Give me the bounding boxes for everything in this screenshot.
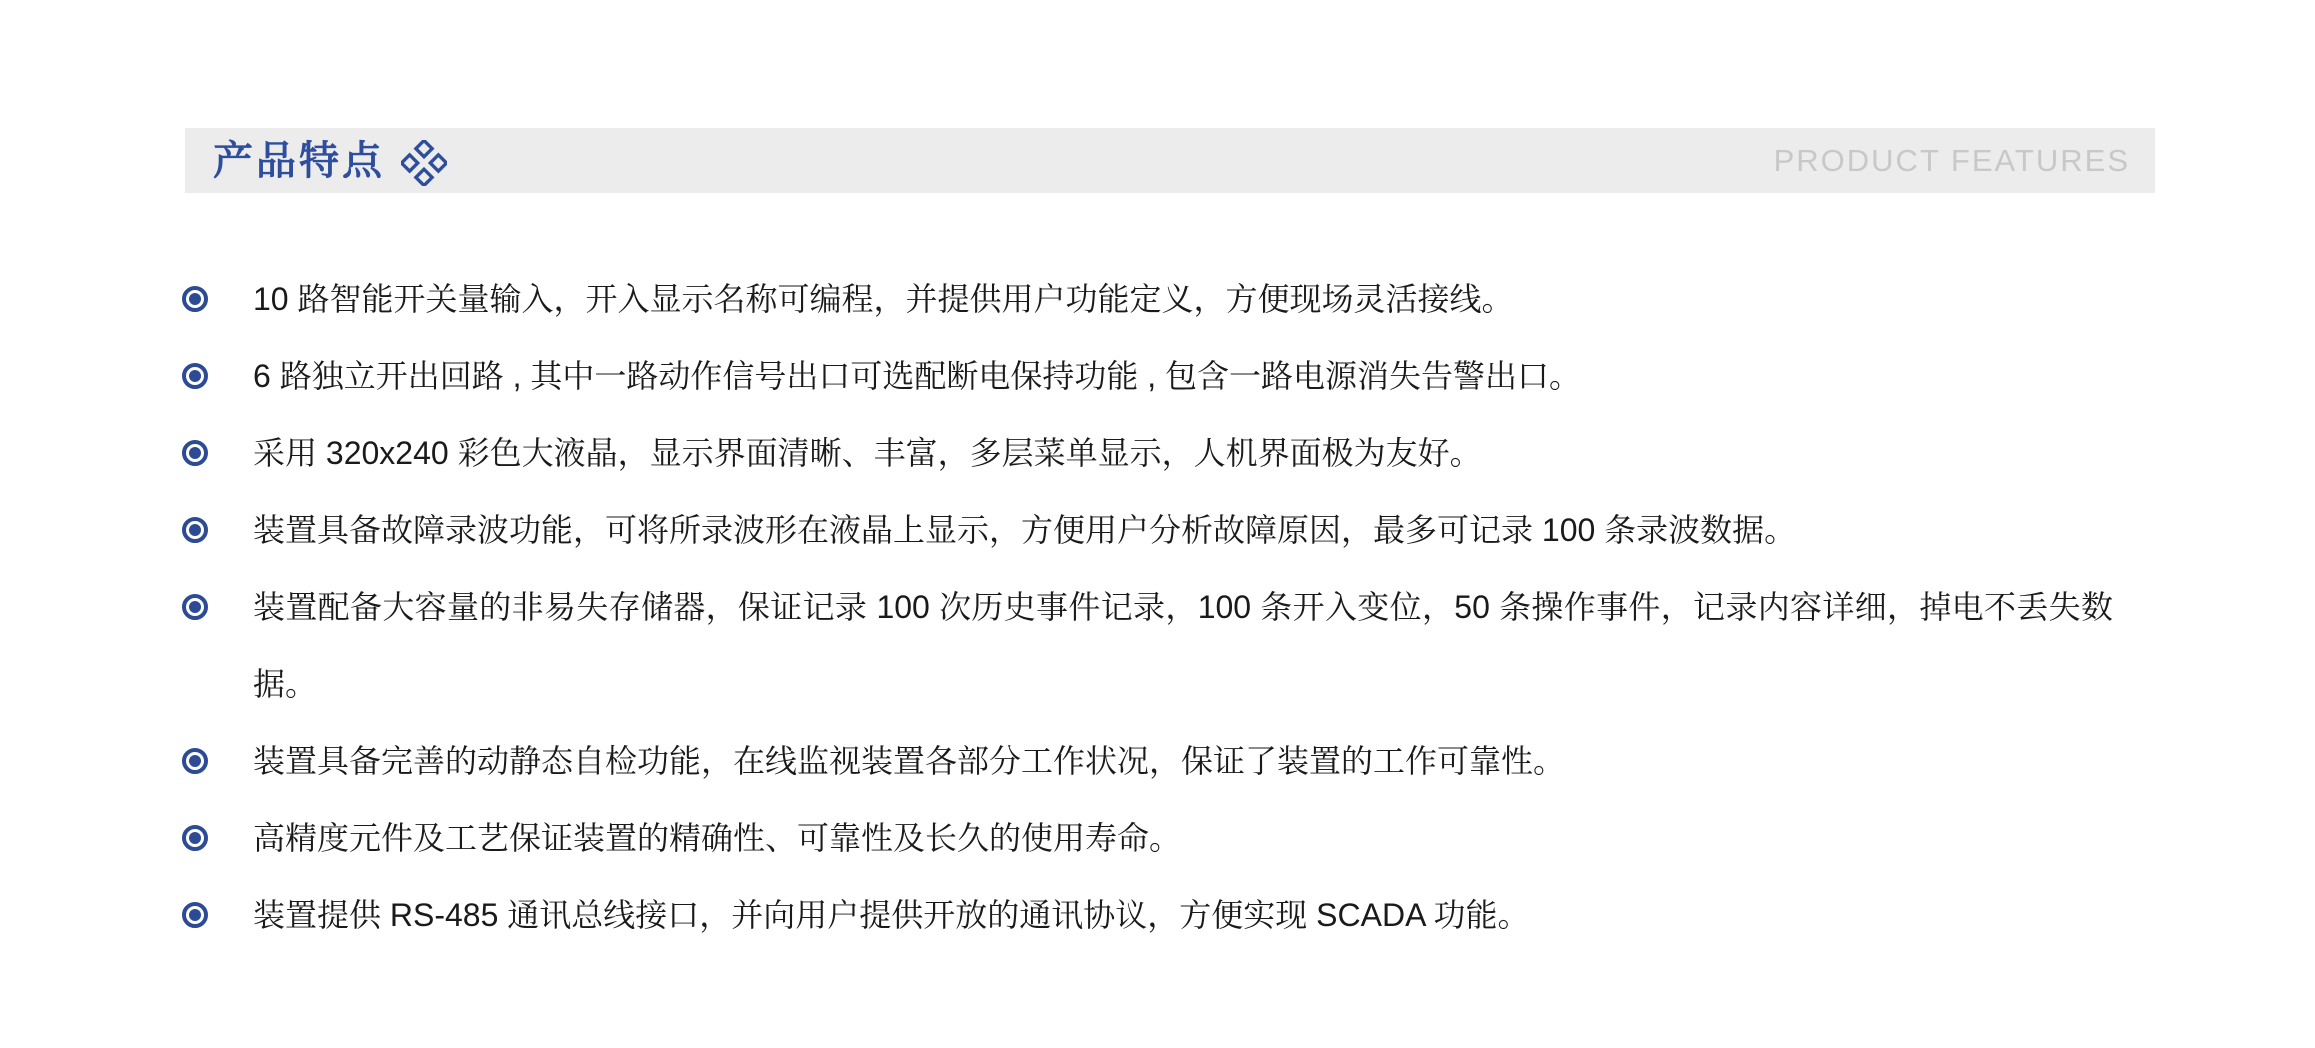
feature-item <box>178 492 2113 569</box>
feature-text: 6 路独立开出回路 , 其中一路动作信号出口可选配断电保持功能 , 包含一路电源消失告警出口。 <box>253 358 1582 394</box>
feature-item <box>178 338 2113 415</box>
feature-item <box>178 800 2113 877</box>
feature-item <box>178 415 2113 492</box>
feature-item <box>178 877 2113 954</box>
bullet-ring-icon <box>182 902 208 928</box>
feature-text: 装置配备大容量的非易失存储器，保证记录 100 次历史事件记录，100 条开入变位，50 条操作事件，记录内容详细，掉电不丢失数据。 <box>253 589 2113 702</box>
feature-text: 高精度元件及工艺保证装置的精确性、可靠性及长久的使用寿命。 <box>253 820 1182 856</box>
diamond-cluster-icon <box>401 140 447 186</box>
feature-list <box>178 261 2113 954</box>
feature-text: 10 路智能开关量输入，开入显示名称可编程，并提供用户功能定义，方便现场灵活接线。 <box>253 281 1514 317</box>
bullet-ring-icon <box>182 517 208 543</box>
feature-text: 装置具备完善的动静态自检功能，在线监视装置各部分工作状况，保证了装置的工作可靠性。 <box>253 743 1566 779</box>
feature-item <box>178 569 2113 723</box>
feature-text: 采用 320x240 彩色大液晶，显示界面清晰、丰富，多层菜单显示，人机界面极为友好。 <box>253 435 1482 471</box>
bullet-ring-icon <box>182 286 208 312</box>
section-title-english: PRODUCT FEATURES <box>1773 143 2130 178</box>
feature-text: 装置提供 RS-485 通讯总线接口，并向用户提供开放的通讯协议，方便实现 SCADA 功能。 <box>253 897 1530 933</box>
section-header-banner <box>185 128 2155 193</box>
feature-text: 装置具备故障录波功能，可将所录波形在液晶上显示，方便用户分析故障原因，最多可记录 100 条录波数据。 <box>253 512 1797 548</box>
feature-item <box>178 261 2113 338</box>
bullet-ring-icon <box>182 748 208 774</box>
feature-item <box>178 723 2113 800</box>
bullet-ring-icon <box>182 363 208 389</box>
section-title: 产品特点 <box>213 138 385 183</box>
bullet-ring-icon <box>182 440 208 466</box>
bullet-ring-icon <box>182 594 208 620</box>
bullet-ring-icon <box>182 825 208 851</box>
